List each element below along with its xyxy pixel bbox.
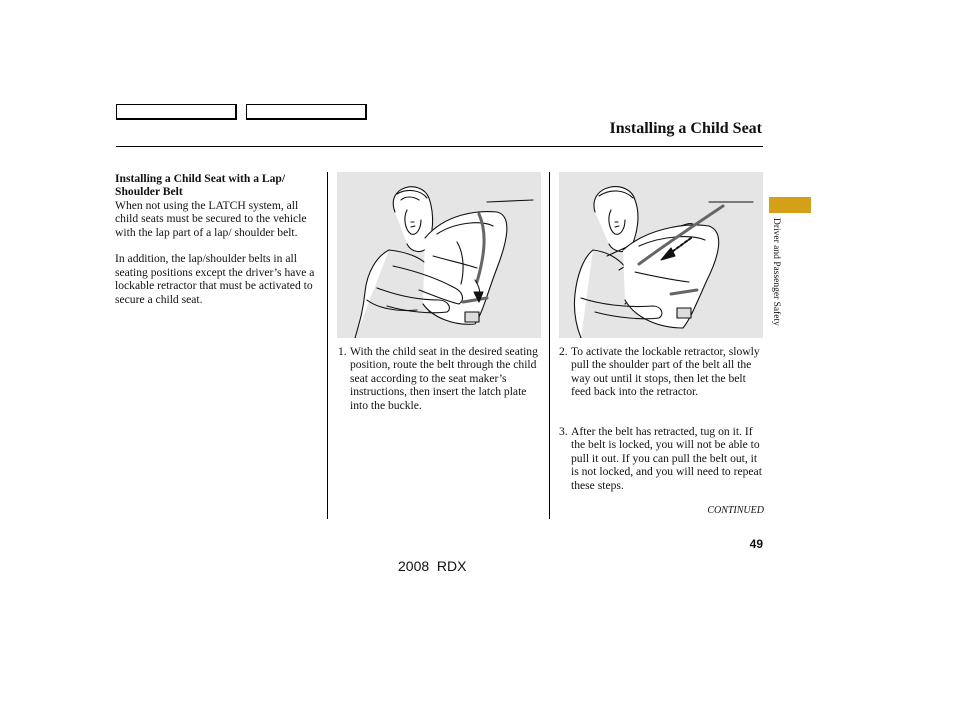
section-tab-label: Driver and Passenger Safety [771,218,781,326]
paragraph-1: When not using the LATCH system, all child seats must be secured to the vehicle with the lap part of a lap/ shoulder belt. [115,198,307,239]
illustration-route-belt [337,172,541,338]
step-1 [338,345,538,412]
step-3 [559,425,764,492]
page-number: 49 [749,537,763,551]
left-column [115,172,323,319]
continued-label: CONTINUED [707,505,764,516]
section-tab-marker [769,197,811,213]
title-divider [116,146,763,147]
illustration-pull-belt [559,172,763,338]
model-label: 2008 RDX [398,558,467,574]
nav-button-1[interactable] [116,104,237,120]
step-number: 2. [559,345,568,358]
paragraph-2: In addition, the lap/shoulder belts in all seating positions except the driver’s have a lockable retractor that must be activated to secure a child seat. [115,252,315,306]
page-title: Installing a Child Seat [609,120,762,137]
step-2 [559,345,764,399]
section-heading: Installing a Child Seat with a Lap/ Shoulder Belt [115,172,286,199]
step-text: After the belt has retracted, tug on it. If the belt is locked, you will not be able to pull it out. If you can pull the belt out, it is not locked, and you will need to repeat these steps. [571,425,762,492]
column-divider-2 [549,172,550,519]
step-text: To activate the lockable retractor, slowly pull the shoulder part of the belt all the way out until it stops, then let the belt feed back into the retractor. [571,345,760,399]
column-divider-1 [327,172,328,519]
step-number: 1. [338,345,347,358]
step-text: With the child seat in the desired seating position, route the belt through the child seat according to the seat maker’s instructions, then insert the latch plate into the buckle. [350,345,538,412]
step-number: 3. [559,425,568,438]
nav-button-2[interactable] [246,104,367,120]
